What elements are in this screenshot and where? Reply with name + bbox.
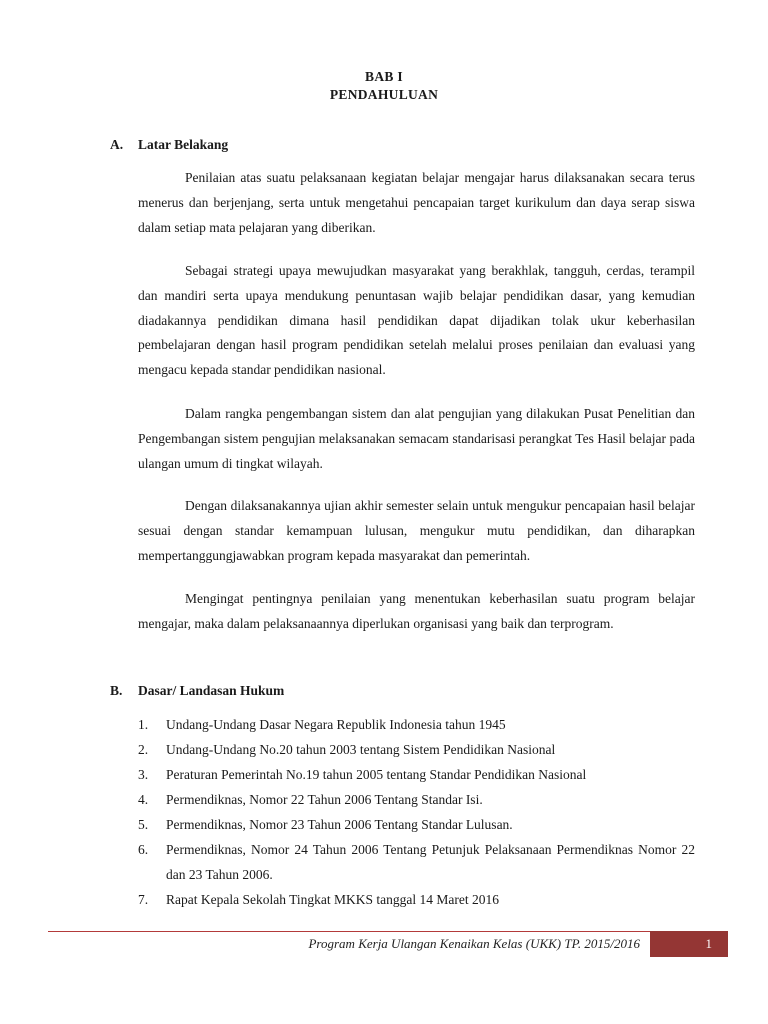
list-item-number: 2. bbox=[138, 742, 149, 757]
list-item-text: Undang-Undang No.20 tahun 2003 tentang Sistem Pendidikan Nasional bbox=[166, 742, 556, 757]
list-item-text: Rapat Kepala Sekolah Tingkat MKKS tanggal 14 Maret 2016 bbox=[166, 892, 499, 907]
section-a-letter: A. bbox=[110, 137, 124, 152]
list-item bbox=[138, 712, 695, 737]
section-b-letter: B. bbox=[110, 683, 123, 698]
list-item bbox=[138, 787, 695, 812]
list-item-number: 6. bbox=[138, 842, 149, 857]
paragraph-4: Dengan dilaksanakannya ujian akhir semester selain untuk mengukur pencapaian hasil belajar sesuai dengan standar kemampuan lulusan, mengukur mutu pendidikan, dan diharapkan mempertanggungjawabkan program kepada masyarakat dan pemerintah. bbox=[138, 498, 695, 563]
list-item-number: 4. bbox=[138, 792, 149, 807]
paragraph-5: Mengingat pentingnya penilaian yang menentukan keberhasilan suatu program belajar mengajar, maka dalam pelaksanaannya diperlukan organisasi yang baik dan terprogram. bbox=[138, 591, 695, 631]
list-item-text: Undang-Undang Dasar Negara Republik Indonesia tahun 1945 bbox=[166, 717, 506, 732]
paragraph-1: Penilaian atas suatu pelaksanaan kegiatan belajar mengajar harus dilaksanakan secara terus menerus dan berjenjang, serta untuk mengetahui pencapaian target kurikulum dan daya serap siswa dalam setiap mata pelajaran yang diberikan. bbox=[138, 170, 695, 235]
footer-title: Program Kerja Ulangan Kenaikan Kelas (UKK) TP. 2015/2016 bbox=[308, 936, 640, 951]
chapter-title: PENDAHULUAN bbox=[329, 87, 439, 102]
list-item bbox=[138, 887, 695, 912]
list-item bbox=[138, 762, 695, 787]
list-item-number: 5. bbox=[138, 817, 149, 832]
section-a-heading bbox=[110, 137, 228, 153]
list-item-number: 1. bbox=[138, 717, 149, 732]
paragraph-2: Sebagai strategi upaya mewujudkan masyarakat yang berakhlak, tangguh, cerdas, terampil dan mandiri serta upaya mendukung penuntasan wajib belajar pendidikan dasar, yang kemudian diadakannya pendidikan dimana hasil pendidikan dapat dijadikan tolak ukur keberhasilan pembelajaran dengan hasil program pendidikan setelah melalui proses penilaian dan evaluasi yang mengacu kepada standar pendidikan nasional. bbox=[138, 263, 695, 378]
list-item-number: 3. bbox=[138, 767, 149, 782]
section-b-title: Dasar/ Landasan Hukum bbox=[138, 683, 285, 698]
list-item-text: Permendiknas, Nomor 24 Tahun 2006 Tentang Petunjuk Pelaksanaan Permendiknas Nomor 22 dan 23 Tahun 2006. bbox=[166, 842, 695, 882]
chapter-number: BAB I bbox=[365, 69, 403, 84]
list-item-text: Peraturan Pemerintah No.19 tahun 2005 tentang Standar Pendidikan Nasional bbox=[166, 767, 587, 782]
list-item-number: 7. bbox=[138, 892, 149, 907]
list-item-text: Permendiknas, Nomor 22 Tahun 2006 Tentang Standar Isi. bbox=[166, 792, 483, 807]
page-number: 1 bbox=[650, 931, 728, 957]
footer-divider bbox=[48, 931, 650, 932]
legal-basis-list bbox=[138, 712, 695, 912]
list-item-text: Permendiknas, Nomor 23 Tahun 2006 Tentang Standar Lulusan. bbox=[166, 817, 513, 832]
list-item bbox=[138, 737, 695, 762]
section-b-heading bbox=[110, 683, 284, 699]
list-item bbox=[138, 812, 695, 837]
paragraph-3: Dalam rangka pengembangan sistem dan alat pengujian yang dilakukan Pusat Penelitian dan Pengembangan sistem pengujian melaksanakan semacam standarisasi perangkat Tes Hasil belajar pada ulangan umum di tingkat wilayah. bbox=[138, 406, 695, 471]
section-a-title: Latar Belakang bbox=[138, 137, 229, 152]
list-item bbox=[138, 837, 695, 887]
